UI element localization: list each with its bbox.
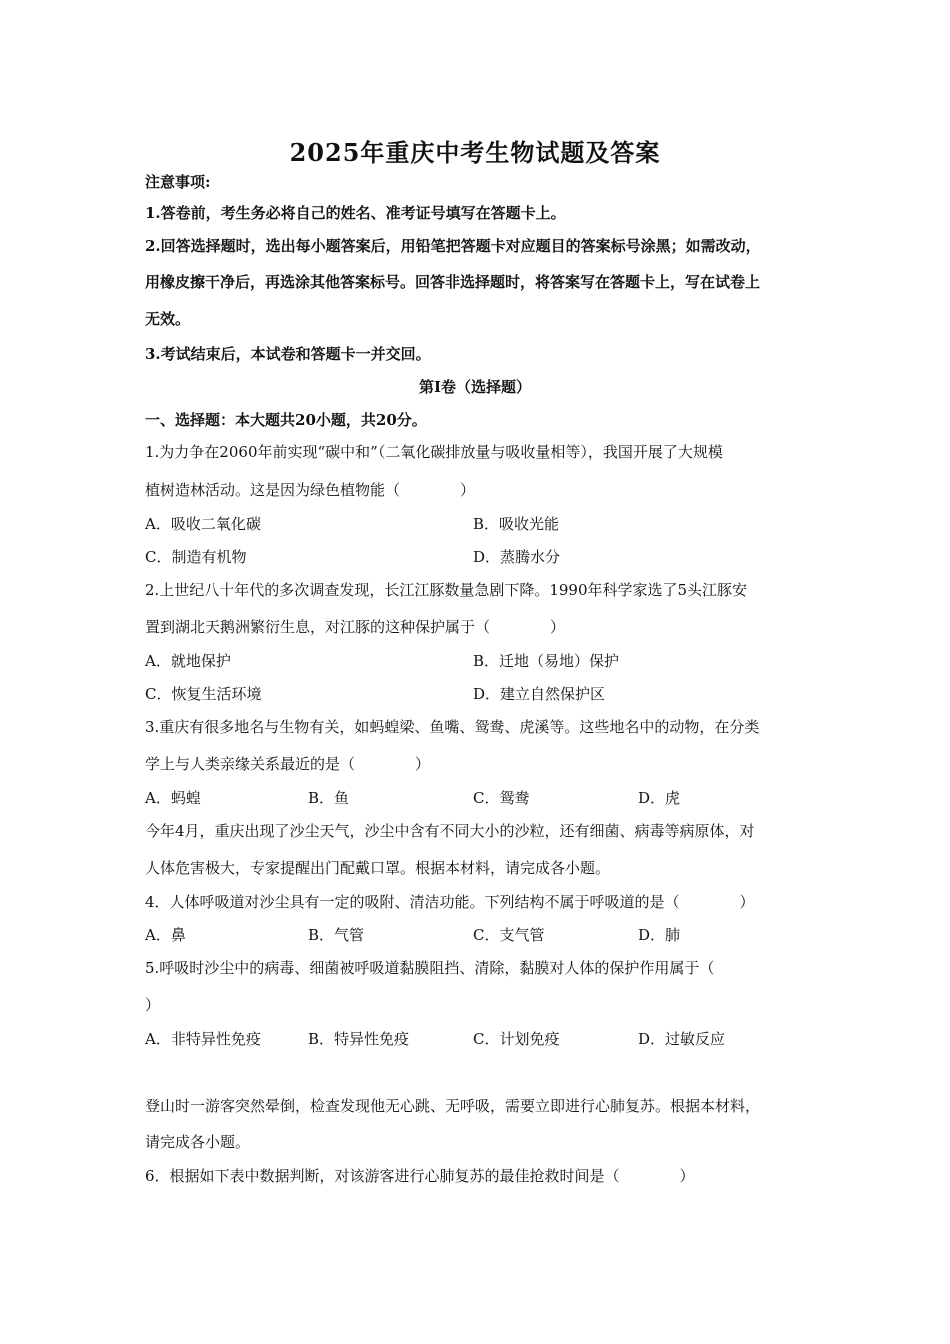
question-2-line-1: 2.上世纪八十年代的多次调查发现，长江江豚数量急剧下降。1990年科学家选了5头江豚安 (145, 581, 748, 599)
question-4-option-b: B．气管 (308, 926, 365, 944)
question-5-option-c: C．计划免疫 (473, 1030, 560, 1048)
question-6-line-1: 6．根据如下表中数据判断，对该游客进行心肺复苏的最佳抢救时间是（ ） (145, 1167, 695, 1185)
notice-item-2-line-3: 无效。 (145, 310, 191, 328)
volume-heading: 第I卷（选择题） (418, 378, 532, 396)
material-2-line-1: 登山时一游客突然晕倒，检查发现他无心跳、无呼吸，需要立即进行心肺复苏。根据本材料， (145, 1097, 761, 1115)
material-1-line-1: 今年4月，重庆出现了沙尘天气，沙尘中含有不同大小的沙粒，还有细菌、病毒等病原体，对 (145, 822, 755, 840)
question-4-option-a: A．鼻 (145, 926, 186, 944)
question-5-line-1: 5.呼吸时沙尘中的病毒、细菌被呼吸道黏膜阻挡、清除，黏膜对人体的保护作用属于（ (145, 959, 715, 977)
question-1-option-d: D．蒸腾水分 (473, 548, 561, 566)
question-3-option-b: B．鱼 (308, 789, 350, 807)
question-3-option-d: D．虎 (638, 789, 681, 807)
question-4-option-d: D．肺 (638, 926, 681, 944)
question-1-option-b: B．吸收光能 (473, 515, 560, 533)
question-5-option-b: B．特异性免疫 (308, 1030, 410, 1048)
question-3-option-a: A．蚂蝗 (145, 789, 201, 807)
notice-heading: 注意事项: (145, 173, 211, 191)
question-5-line-2: ） (145, 996, 161, 1014)
page-title: 2025年重庆中考生物试题及答案 (289, 138, 661, 167)
notice-item-2-line-2: 用橡皮擦干净后，再选涂其他答案标号。回答非选择题时，将答案写在答题卡上，写在试卷上 (145, 273, 761, 291)
question-3-option-c: C．鸳鸯 (473, 789, 530, 807)
question-2-option-a: A．就地保护 (145, 652, 231, 670)
question-5-option-d: D．过敏反应 (638, 1030, 726, 1048)
question-4-line-1: 4．人体呼吸道对沙尘具有一定的吸附、清洁功能。下列结构不属于呼吸道的是（ ） (145, 893, 755, 911)
question-2-line-2: 置到湖北天鹅洲繁衍生息，对江豚的这种保护属于（ ） (145, 618, 566, 636)
notice-item-3: 3.考试结束后，本试卷和答题卡一并交回。 (145, 345, 431, 363)
question-1-option-a: A．吸收二氧化碳 (145, 515, 261, 533)
question-1-line-2: 植树造林活动。这是因为绿色植物能（ ） (145, 481, 476, 499)
question-2-option-d: D．建立自然保护区 (473, 685, 606, 703)
question-3-line-1: 3.重庆有很多地名与生物有关，如蚂蝗梁、鱼嘴、鸳鸯、虎溪等。这些地名中的动物，在分类 (145, 718, 760, 736)
section-heading: 一、选择题：本大题共20小题，共20分。 (145, 411, 427, 429)
question-2-option-b: B．迁地（易地）保护 (473, 652, 620, 670)
question-1-option-c: C．制造有机物 (145, 548, 247, 566)
notice-item-2-line-1: 2.回答选择题时，选出每小题答案后，用铅笔把答题卡对应题目的答案标号涂黑；如需改动， (145, 237, 761, 255)
material-2-line-2: 请完成各小题。 (145, 1133, 251, 1151)
question-3-line-2: 学上与人类亲缘关系最近的是（ ） (145, 755, 431, 773)
question-2-option-c: C．恢复生活环境 (145, 685, 262, 703)
notice-item-1: 1.答卷前，考生务必将自己的姓名、准考证号填写在答题卡上。 (145, 204, 566, 222)
material-1-line-2: 人体危害极大，专家提醒出门配戴口罩。根据本材料，请完成各小题。 (145, 859, 611, 877)
question-4-option-c: C．支气管 (473, 926, 545, 944)
question-5-option-a: A．非特异性免疫 (145, 1030, 261, 1048)
question-1-line-1: 1.为力争在2060年前实现“碳中和”（二氧化碳排放量与吸收量相等），我国开展了大规模 (145, 443, 723, 461)
